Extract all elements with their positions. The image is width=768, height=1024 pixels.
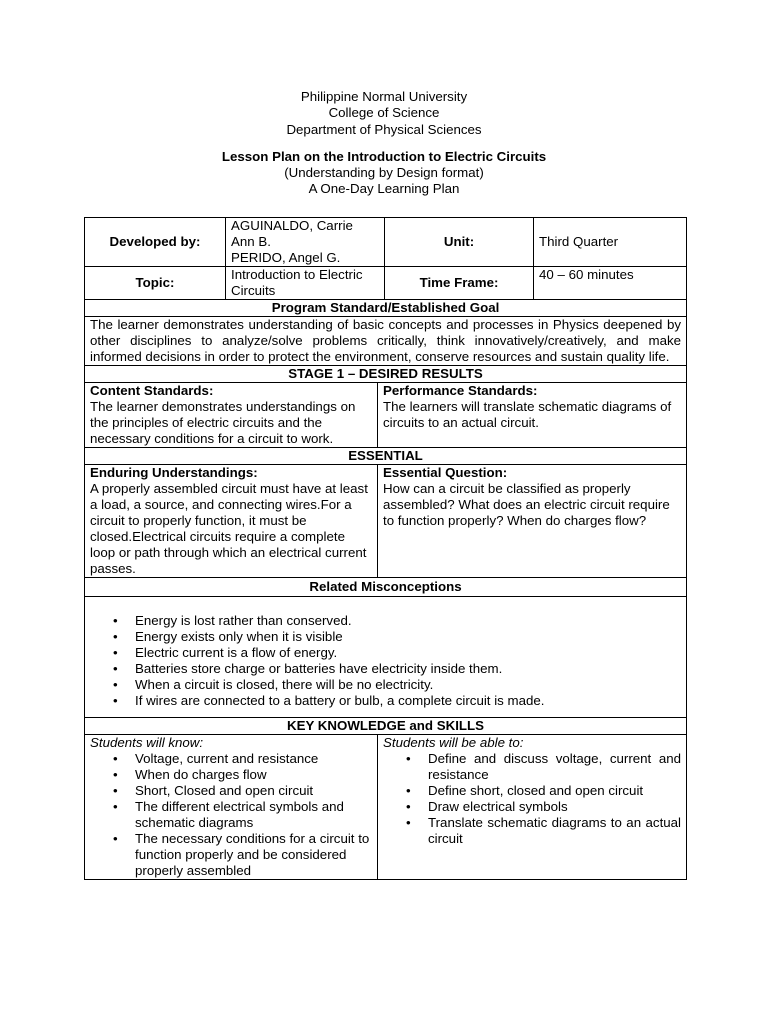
list-item: • When do charges flow [90,767,372,783]
list-item: • Draw electrical symbols [383,799,681,815]
topic-row [85,267,687,300]
misconceptions-heading-row [85,578,687,597]
program-standard-heading: Program Standard/Established Goal [85,300,687,317]
lesson-plan-format: (Understanding by Design format) [284,165,484,181]
unit-value: Third Quarter [534,218,687,267]
content-standards-cell [85,383,378,448]
stage1-heading-row [85,366,687,383]
list-item: • Energy is lost rather than conserved. [90,613,681,629]
misconceptions-cell [85,597,687,718]
list-item: • Voltage, current and resistance [90,751,372,767]
content-standards-label: Content Standards: [90,383,214,398]
time-frame-label: Time Frame: [385,267,534,300]
developer-name: PERIDO, Angel G. [231,250,341,265]
essential-heading: ESSENTIAL [85,448,687,465]
misconceptions-list [90,613,681,709]
list-item: • Energy exists only when it is visible [90,629,681,645]
list-item: • Define and discuss voltage, current and resistance [383,751,681,783]
department-name: Department of Physical Sciences [286,121,482,137]
list-item: • Define short, closed and open circuit [383,783,681,799]
list-item: • The necessary conditions for a circuit to function properly and be considered properly assembled [90,831,372,879]
essential-question-cell [378,465,687,578]
time-frame-value: 40 – 60 minutes [534,267,687,300]
performance-standards-label: Performance Standards: [383,383,538,398]
topic-value: Introduction to Electric Circuits [226,267,385,300]
essential-heading-row [85,448,687,465]
lesson-plan-table [84,217,687,880]
essential-question-label: Essential Question: [383,465,508,480]
stage1-standards-row [85,383,687,448]
content-standards-text: The learner demonstrates understandings on the principles of electric circuits and the necessary conditions for a circuit to work. [90,399,356,446]
program-standard-text: The learner demonstrates understanding of basic concepts and processes in Physics deepened by other disciplines to analyze/solve problems critically, think innovatively/creatively, and make informed decisions in order to protect the environment, conserve resources and sustain quality life. [85,317,687,366]
students-will-know-label: Students will know: [90,735,204,750]
list-item: • When a circuit is closed, there will be no electricity. [90,677,681,693]
list-item: • Electric current is a flow of energy. [90,645,681,661]
developed-by-label: Developed by: [85,218,226,267]
college-name: College of Science [328,105,440,121]
knowledge-heading: KEY KNOWLEDGE and SKILLS [85,718,687,735]
lesson-plan-type: A One-Day Learning Plan [308,181,460,197]
misconceptions-row [85,597,687,718]
program-standard-row [85,317,687,366]
students-will-know-cell [85,735,378,880]
misconceptions-heading: Related Misconceptions [85,578,687,597]
enduring-understandings-label: Enduring Understandings: [90,465,258,480]
developers-cell [226,218,385,267]
students-will-know-list [90,751,372,879]
university-name: Philippine Normal University [300,89,468,104]
document-header [0,89,768,198]
knowledge-heading-row [85,718,687,735]
developer-name: AGUINALDO, Carrie Ann B. [231,218,353,249]
essential-row [85,465,687,578]
knowledge-row [85,735,687,880]
lesson-plan-title: Lesson Plan on the Introduction to Electric Circuits [221,148,547,164]
program-standard-heading-row [85,300,687,317]
stage1-heading: STAGE 1 – DESIRED RESULTS [85,366,687,383]
list-item: • Translate schematic diagrams to an actual circuit [383,815,681,847]
essential-question-text: How can a circuit be classified as properly assembled? What does an electric circuit require to function properly? When do charges flow? [383,481,670,528]
list-item: • If wires are connected to a battery or bulb, a complete circuit is made. [90,693,681,709]
unit-label: Unit: [385,218,534,267]
students-will-be-able-cell [378,735,687,880]
students-will-be-able-label: Students will be able to: [383,735,524,750]
list-item: • The different electrical symbols and schematic diagrams [90,799,372,831]
list-item: • Batteries store charge or batteries have electricity inside them. [90,661,681,677]
developed-by-row [85,218,687,267]
list-item: • Short, Closed and open circuit [90,783,372,799]
performance-standards-text: The learners will translate schematic diagrams of circuits to an actual circuit. [383,399,672,430]
topic-label: Topic: [85,267,226,300]
enduring-understandings-cell [85,465,378,578]
enduring-understandings-text: A properly assembled circuit must have at least a load, a source, and connecting wires.For a circuit to properly function, it must be closed.Electrical circuits require a complete loop or path through which an electrical current passes. [90,481,368,576]
performance-standards-cell [378,383,687,448]
students-will-be-able-list [383,751,681,847]
